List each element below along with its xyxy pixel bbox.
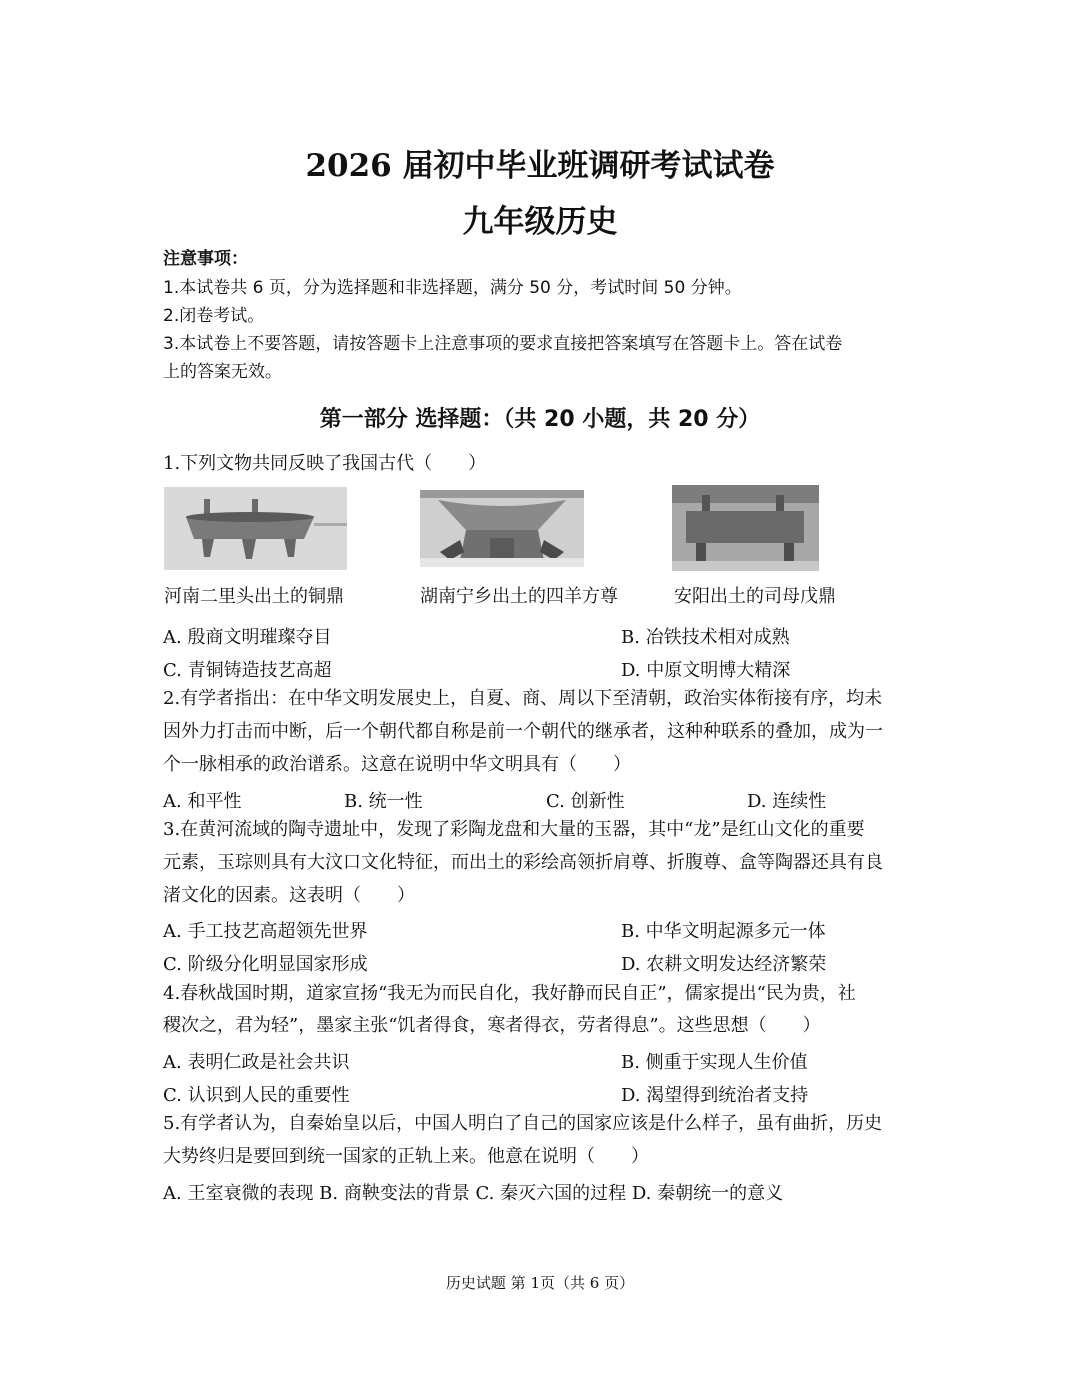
q5-options: A. 王室衰微的表现 B. 商鞅变法的背景 C. 秦灭六国的过程 D. 秦朝统一的意义 bbox=[163, 1183, 784, 1204]
question-1-stem: 1.下列文物共同反映了我国古代（ ） bbox=[163, 453, 487, 474]
question-3-line: 3.在黄河流域的陶寺遗址中，发现了彩陶龙盘和大量的玉器，其中“龙”是红山文化的重要 bbox=[163, 819, 865, 840]
question-3-line: 渚文化的因素。这表明（ ） bbox=[163, 885, 415, 906]
question-5-line: 5.有学者认为，自秦始皇以后，中国人明白了自己的国家应该是什么样子，虽有曲折，历史 bbox=[163, 1113, 883, 1134]
q4-option-a: A. 表明仁政是社会共识 bbox=[163, 1052, 350, 1073]
question-2-line: 2.有学者指出：在中华文明发展史上，自夏、商、周以下至清朝，政治实体衔接有序，均未 bbox=[163, 688, 883, 709]
simuwu-ding-image bbox=[672, 485, 819, 571]
exam-title: 2026 届初中毕业班调研考试试卷 bbox=[305, 148, 775, 184]
q3-option-d: D. 农耕文明发达经济繁荣 bbox=[621, 954, 827, 975]
question-2-line: 个一脉相承的政治谱系。这意在说明中华文明具有（ ） bbox=[163, 754, 631, 775]
question-5-line: 大势终归是要回到统一国家的正轨上来。他意在说明（ ） bbox=[163, 1146, 649, 1167]
question-4-line: 稷次之，君为轻”，墨家主张“饥者得食，寒者得衣，劳者得息”。这些思想（ ） bbox=[163, 1015, 821, 1036]
note-item: 3.本试卷上不要答题，请按答题卡上注意事项的要求直接把答案填写在答题卡上。答在试卷 bbox=[163, 334, 843, 354]
note-item: 上的答案无效。 bbox=[163, 362, 282, 382]
q3-option-b: B. 中华文明起源多元一体 bbox=[621, 921, 826, 942]
exam-subtitle: 九年级历史 bbox=[462, 204, 618, 240]
note-item: 1.本试卷共 6 页，分为选择题和非选择题，满分 50 分，考试时间 50 分钟。 bbox=[163, 278, 742, 298]
q2-option-d: D. 连续性 bbox=[747, 791, 827, 812]
q2-option-a: A. 和平性 bbox=[163, 791, 242, 812]
q1-option-a: A. 殷商文明璀璨夺目 bbox=[163, 627, 332, 648]
q1-option-b: B. 冶铁技术相对成熟 bbox=[621, 627, 790, 648]
section-title: 第一部分 选择题：（共 20 小题，共 20 分） bbox=[319, 407, 761, 432]
q2-option-b: B. 统一性 bbox=[344, 791, 423, 812]
bronze-ding-erlitou-image bbox=[164, 487, 347, 570]
caption-simuwu: 安阳出土的司母戊鼎 bbox=[674, 586, 836, 607]
q2-option-c: C. 创新性 bbox=[546, 791, 625, 812]
q3-option-a: A. 手工技艺高超领先世界 bbox=[163, 921, 368, 942]
page-footer: 历史试题 第 1页（共 6 页） bbox=[445, 1274, 635, 1292]
note-item: 2.闭卷考试。 bbox=[163, 306, 265, 326]
question-4-line: 4.春秋战国时期，道家宣扬“我无为而民自化，我好静而民自正”，儒家提出“民为贵，社 bbox=[163, 983, 856, 1004]
caption-erlitou: 河南二里头出土的铜鼎 bbox=[164, 586, 344, 607]
q3-option-c: C. 阶级分化明显国家形成 bbox=[163, 954, 368, 975]
notes-heading: 注意事项： bbox=[163, 249, 248, 269]
q1-option-c: C. 青铜铸造技艺高超 bbox=[163, 660, 332, 681]
q4-option-d: D. 渴望得到统治者支持 bbox=[621, 1085, 809, 1106]
question-2-line: 因外力打击而中断，后一个朝代都自称是前一个朝代的继承者，这种种联系的叠加，成为一 bbox=[163, 721, 883, 742]
q1-option-d: D. 中原文明博大精深 bbox=[621, 660, 791, 681]
four-ram-zun-image bbox=[420, 490, 584, 567]
caption-siyang: 湖南宁乡出土的四羊方尊 bbox=[420, 586, 618, 607]
q4-option-c: C. 认识到人民的重要性 bbox=[163, 1085, 350, 1106]
q4-option-b: B. 侧重于实现人生价值 bbox=[621, 1052, 808, 1073]
question-3-line: 元素，玉琮则具有大汶口文化特征，而出土的彩绘高领折肩尊、折腹尊、盒等陶器还具有良 bbox=[163, 852, 883, 873]
